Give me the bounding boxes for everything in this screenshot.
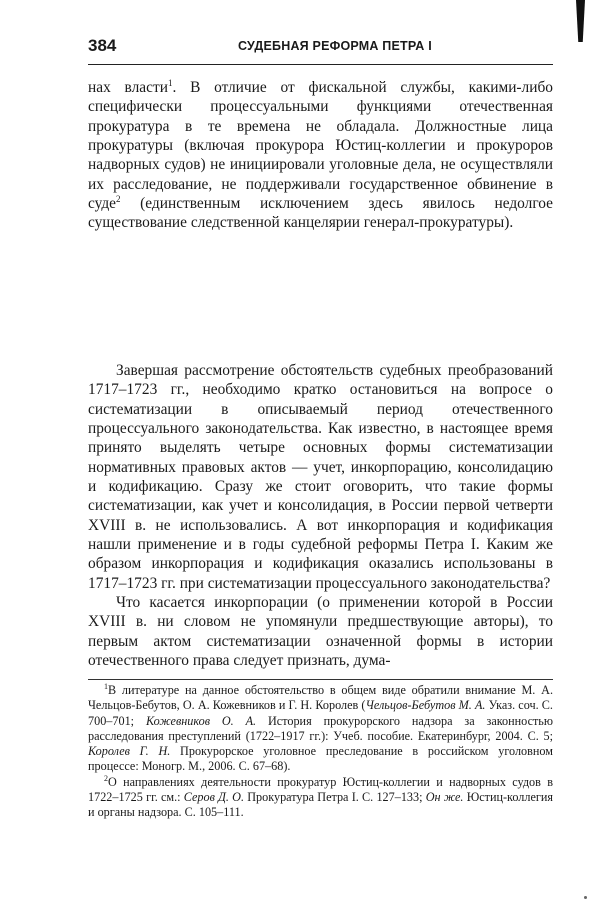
corner-mark [584,896,587,899]
paragraph-1 [88,78,553,233]
footnote-1-text-4: Прокурорское уголовное преследование в российском уголовном процессе: Моногр. М., 2006. С. 67–68). [88,744,553,774]
footnote-ref-2: 2 [116,194,121,205]
footnote-1 [88,683,553,775]
paragraph-3: Что касается инкорпорации (о применении которой в России XVIII в. ни словом не упомянули предшествующие авторы), то первым актом систематизации означенной формы в истории отечественного права следует признать, дума- [88,594,553,670]
main-body [88,361,553,671]
paragraph-2: Завершая рассмотрение обстоятельств судебных преобразований 1717–1723 гг., необходимо кратко остановиться на вопросе о систематизации в описываемый период отечественного процессуального законодательства. Как известно, в настоящее время принято выделять четыре основных формы систематизации нормативных правовых актов — учет, инкорпорацию, консолидацию и кодификацию. Сразу же стоит оговорить, что такие формы систематизации, как учет и консолидация, в России первой четверти XVIII в. не использовались. А вот инкорпорация и кодификация нашли применение и в годы судебной реформы Петра I. Каким же образом инкорпорация и кодификация оказались использованы в 1717–1723 гг. при систематизации процессуального законодательства? [88,362,553,592]
footnote-1-text-1: В литературе на данное обстоятельство в общем виде обратили внимание М. А. Чельцов-Бебутов, О. А. Кожевников и Г. Н. Королев ( [88,683,553,713]
footnote-2-text-3: Юстиц-коллегия и органы надзора. С. 105–111. [88,790,553,820]
footnote-1-marker: 1 [104,682,108,691]
footnote-1-text-3: История прокурорского надзора за законностью расследования преступлений (1722–1917 гг.): Учеб. пособие. Екатеринбург, 2004. С. 5; [88,713,553,743]
footnotes [88,683,553,821]
paragraph-1-text-c: (единственным исключением здесь явилось недолгое существование следственной канцелярии генерал-прокуратуры). [88,195,553,232]
footnote-1-text-2: Указ. соч. С. 700–701; [88,698,553,728]
footnote-2-author-1: Серов Д. О. [183,790,245,805]
paragraph-1-text-a: нах власти [88,79,168,96]
footnote-1-author-3: Королев Г. Н. [88,744,171,759]
footnote-rule [88,679,553,680]
footnote-ref-1: 1 [167,78,173,88]
page-number: 384 [88,36,117,55]
footnote-2-marker: 2 [104,773,108,783]
footnote-2-text-1: О направлениях деятельности прокуратур Юстиц-коллегии и надворных судов в 1722–1725 гг. см.: [88,774,553,805]
page-header [88,36,558,62]
footnote-2 [88,775,553,821]
paragraph-1-text-b: . В отличие от фискальной службы, какими-либо специфически процессуальными функциями отечественная прокуратура в те времена не обладала. Должностные лица прокуратуры (включая прокурора Юстиц-коллегии и прокуроров надворных судов) не инициировали уголовные дела, не осуществляли их расследование, не поддерживали государственное обвинение в суде [88,79,553,213]
header-rule [88,64,553,65]
footnote-1-author-2: Кожевников О. А. [145,713,257,728]
footnote-1-author-1: Чельцов-Бебутов М. А. [365,698,486,713]
binding-mark [576,0,585,42]
footnote-2-text-2: Прокуратура Петра I. С. 127–133; [244,790,426,805]
footnote-2-author-2: Он же. [425,790,464,805]
running-title: СУДЕБНАЯ РЕФОРМА ПЕТРА I [238,39,432,53]
